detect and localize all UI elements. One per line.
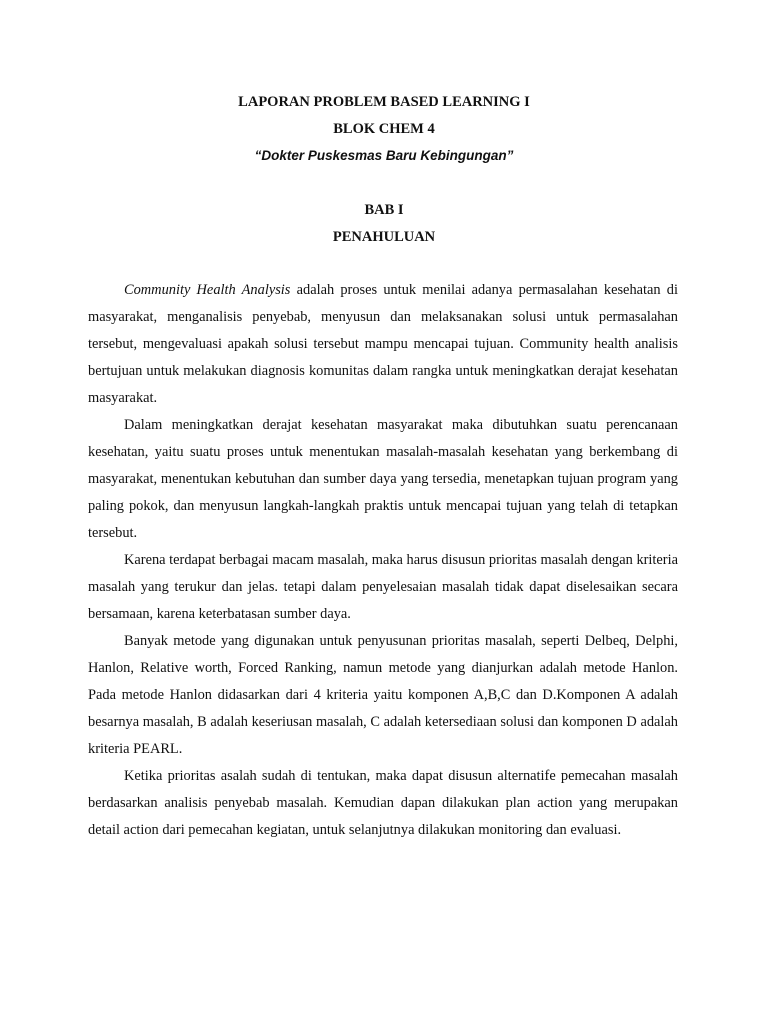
paragraph-5: Ketika prioritas asalah sudah di tentukan, maka dapat disusun alternatife pemecahan masalah berdasarkan analisis penyebab masalah. Kemudian dapan dilakukan plan action yang merupakan detail action dari pemecahan kegiatan, untuk selanjutnya dilakukan monitoring dan evaluasi. [88,768,678,838]
block-title: BLOK CHEM 4 [333,121,435,137]
chapter-name: PENAHULUAN [332,229,436,245]
body-text [88,277,678,844]
paragraph-3: Karena terdapat berbagai macam masalah, maka harus disusun prioritas masalah dengan kriteria masalah yang terukur dan jelas. tetapi dalam penyelesaian masalah tidak dapat diselesaikan secara bersamaan, karena keterbatasan sumber daya. [88,552,678,622]
report-title: LAPORAN PROBLEM BASED LEARNING I [238,94,530,110]
chapter-number: BAB I [364,202,404,218]
paragraph-4: Banyak metode yang digunakan untuk penyusunan prioritas masalah, seperti Delbeq, Delphi, Hanlon, Relative worth, Forced Ranking, namun metode yang dianjurkan adalah metode Hanlon. Pada metode Hanlon didasarkan dari 4 kriteria yaitu komponen A,B,C dan D.Komponen A adalah besarnya masalah, B adalah keseriusan masalah, C adalah ketersediaan solusi dan komponen D adalah kriteria PEARL. [88,633,678,757]
paragraph-2: Dalam meningkatkan derajat kesehatan masyarakat maka dibutuhkan suatu perencanaan kesehatan, yaitu suatu proses untuk menentukan masalah-masalah kesehatan yang berkembang di masyarakat, menentukan kebutuhan dan sumber daya yang tersedia, menetapkan tujuan program yang paling pokok, dan menyusun langkah-langkah praktis untuk mencapai tujuan yang telah di tetapkan tersebut. [88,417,678,541]
paragraph-1-lead: Community Health Analysis [124,282,291,298]
paragraph-1-text: adalah proses untuk menilai adanya permasalahan kesehatan di masyarakat, menganalisis penyebab, menyusun dan melaksanakan solusi untuk permasalahan tersebut, mengevaluasi apakah solusi tersebut mampu mencapai tujuan. Community health analisis bertujuan untuk melakukan diagnosis komunitas dalam rangka untuk meningkatkan derajat kesehatan masyarakat. [88,282,678,406]
paragraph-1 [88,277,678,412]
report-subtitle: “Dokter Puskesmas Baru Kebingungan” [254,148,514,163]
